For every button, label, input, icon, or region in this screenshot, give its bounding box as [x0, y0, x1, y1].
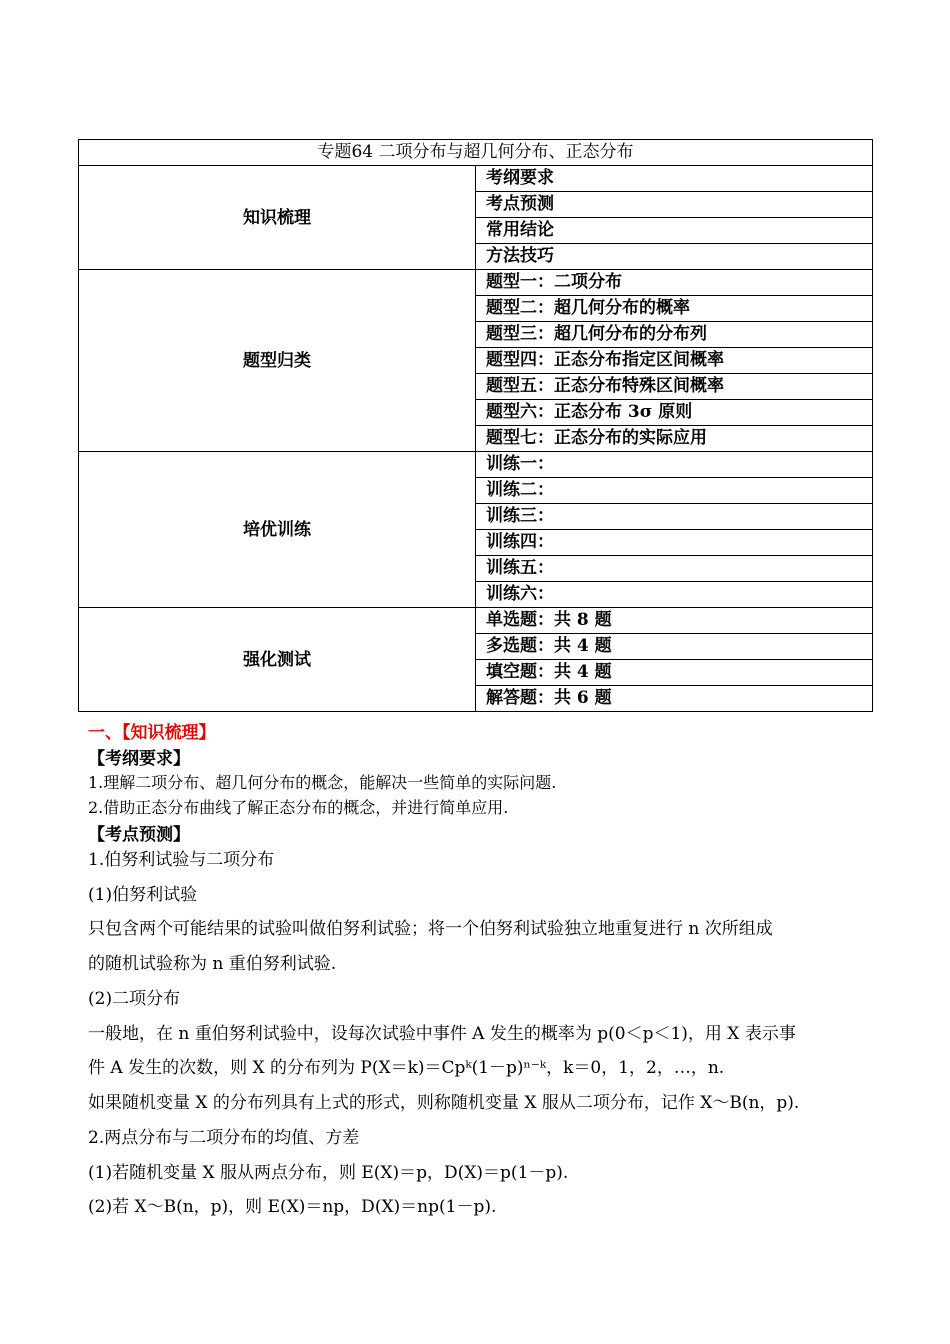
- paragraph-binomial-mean-variance: (2)若 X～B(n，p)，则 E(X)＝np，D(X)＝np(1－p).: [88, 1197, 497, 1217]
- subheading-binomial: (2)二项分布: [88, 989, 181, 1009]
- outline-title: 专题64 二项分布与超几何分布、正态分布: [79, 140, 873, 166]
- heading-bernoulli-binomial: 1.伯努利试验与二项分布: [88, 850, 275, 870]
- outline-item: 常用结论: [476, 218, 873, 244]
- outline-item: 题型四：正态分布指定区间概率: [476, 348, 873, 374]
- outline-item: 方法技巧: [476, 244, 873, 270]
- outline-item: 单选题：共 8 题: [476, 608, 873, 634]
- outline-item: 训练四：: [476, 530, 873, 556]
- outline-item: 题型二：超几何分布的概率: [476, 296, 873, 322]
- paragraph-binomial-definition: 如果随机变量 X 的分布列具有上式的形式，则称随机变量 X 服从二项分布，记作 X～B(n，p).: [88, 1093, 800, 1113]
- outline-item: 填空题：共 4 题: [476, 660, 873, 686]
- heading-mean-variance: 2.两点分布与二项分布的均值、方差: [88, 1128, 360, 1148]
- outline-item: 题型三：超几何分布的分布列: [476, 322, 873, 348]
- outline-item: 训练六：: [476, 582, 873, 608]
- outline-item: 考纲要求: [476, 166, 873, 192]
- category-training: 培优训练: [79, 452, 476, 608]
- outline-item: 题型六：正态分布 3σ 原则: [476, 400, 873, 426]
- syllabus-point-1: 1.理解二项分布、超几何分布的概念，能解决一些简单的实际问题.: [88, 773, 557, 792]
- section-heading-knowledge: 一、【知识梳理】: [88, 723, 216, 743]
- category-tests: 强化测试: [79, 608, 476, 712]
- outline-item: 训练二：: [476, 478, 873, 504]
- outline-item: 训练一：: [476, 452, 873, 478]
- paragraph-binomial-formula: 件 A 发生的次数，则 X 的分布列为 P(X＝k)＝Cpᵏ(1－p)ⁿ⁻ᵏ，k＝0，1，2，…，n.: [88, 1058, 725, 1078]
- paragraph-binomial-line1: 一般地，在 n 重伯努利试验中，设每次试验中事件 A 发生的概率为 p(0＜p＜1)，用 X 表示事: [88, 1024, 796, 1044]
- category-question-types: 题型归类: [79, 270, 476, 452]
- category-knowledge: 知识梳理: [79, 166, 476, 270]
- outline-item: 题型一：二项分布: [476, 270, 873, 296]
- paragraph-bernoulli-line1: 只包含两个可能结果的试验叫做伯努利试验；将一个伯努利试验独立地重复进行 n 次所组成: [88, 919, 773, 939]
- heading-syllabus: 【考纲要求】: [88, 749, 190, 769]
- syllabus-point-2: 2.借助正态分布曲线了解正态分布的概念，并进行简单应用.: [88, 798, 509, 817]
- outline-table: [78, 139, 873, 712]
- paragraph-bernoulli-line2: 的随机试验称为 n 重伯努利试验.: [88, 954, 337, 974]
- outline-item: 考点预测: [476, 192, 873, 218]
- outline-item: 题型七：正态分布的实际应用: [476, 426, 873, 452]
- paragraph-two-point: (1)若随机变量 X 服从两点分布，则 E(X)＝p，D(X)＝p(1－p).: [88, 1163, 569, 1183]
- outline-item: 训练三：: [476, 504, 873, 530]
- outline-item: 多选题：共 4 题: [476, 634, 873, 660]
- outline-item: 训练五：: [476, 556, 873, 582]
- outline-item: 题型五：正态分布特殊区间概率: [476, 374, 873, 400]
- subheading-bernoulli-trial: (1)伯努利试验: [88, 885, 198, 905]
- heading-prediction: 【考点预测】: [88, 825, 190, 845]
- outline-item: 解答题：共 6 题: [476, 686, 873, 712]
